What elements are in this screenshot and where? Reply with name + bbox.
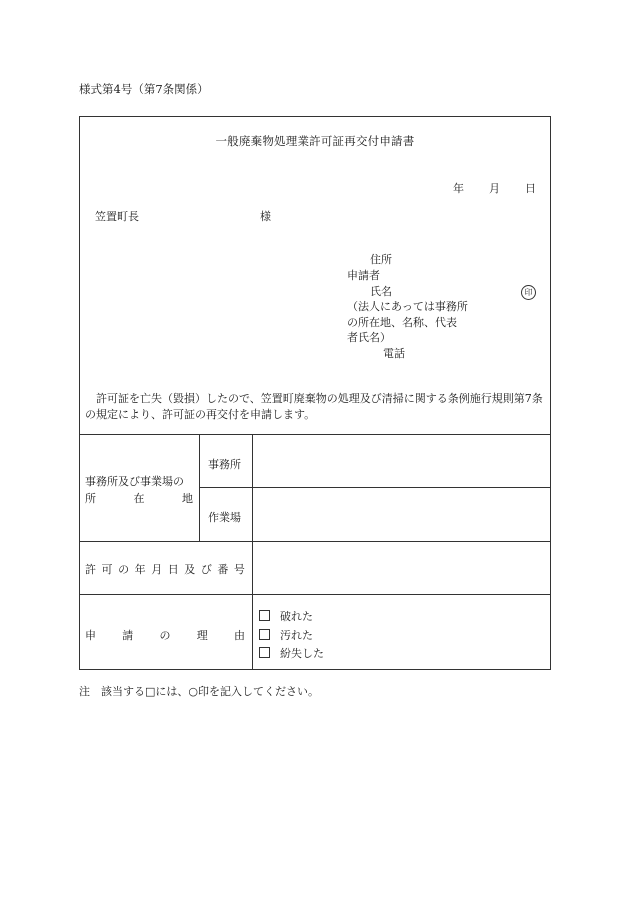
reason-char: の [159, 629, 171, 642]
phone-label: 電話 [383, 347, 405, 360]
reason-option-label: 紛失した [280, 647, 324, 660]
checkbox-soiled[interactable] [259, 629, 270, 640]
corporate-note-line1: （法人にあっては事務所 [347, 300, 468, 313]
date-day-label: 日 [525, 182, 536, 195]
permit-char: 及 [184, 563, 196, 576]
reason-char: 申 [85, 629, 96, 642]
permit-char: び [200, 563, 212, 576]
location-label-line1: 事務所及び事業場の [85, 475, 184, 488]
worksite-location-field[interactable] [253, 488, 550, 540]
address-label: 住所 [370, 253, 392, 266]
footnote: 注 該当する□には、○印を記入してください。 [79, 685, 319, 698]
date-month-label: 月 [489, 182, 500, 195]
permit-reason-divider [79, 594, 551, 595]
permit-char: 可 [101, 563, 113, 576]
applicant-label: 申請者 [347, 269, 380, 282]
addressee-honorific: 様 [260, 210, 271, 223]
permit-char: 番 [217, 563, 229, 576]
checkbox-torn[interactable] [259, 610, 270, 621]
corporate-note-line3: 者氏名） [347, 331, 391, 344]
form-number: 様式第4号（第7条関係） [79, 82, 209, 96]
office-location-field[interactable] [253, 435, 550, 486]
permit-date-number-label [85, 561, 245, 577]
name-label: 氏名 [370, 285, 392, 298]
permit-char: 許 [85, 563, 96, 576]
corporate-note-line2: の所在地、名称、代表 [347, 316, 457, 329]
reason-label [85, 627, 245, 643]
reason-char: 理 [196, 629, 208, 642]
reason-option-lost[interactable] [259, 645, 324, 661]
location-char: 在 [133, 492, 145, 505]
permit-char: 日 [167, 563, 179, 576]
document-title: 一般廃棄物処理業許可証再交付申請書 [215, 134, 415, 148]
addressee-name: 笠置町長 [95, 210, 139, 223]
location-char: 所 [85, 492, 96, 505]
worksite-label: 作業場 [208, 511, 241, 524]
reason-char: 由 [234, 629, 245, 642]
date-year-label: 年 [453, 182, 464, 195]
location-char: 地 [182, 492, 193, 505]
office-label: 事務所 [208, 458, 241, 471]
reason-option-label: 汚れた [280, 629, 313, 642]
location-label-line2 [85, 490, 193, 506]
reason-option-soiled[interactable] [259, 627, 313, 643]
permit-char: の [118, 563, 130, 576]
checkbox-lost[interactable] [259, 647, 270, 658]
permit-char: 年 [134, 563, 146, 576]
permit-char: 号 [233, 563, 245, 576]
reason-char: 請 [122, 629, 134, 642]
reason-option-label: 破れた [280, 610, 313, 623]
location-subcolumn-divider [199, 434, 200, 541]
permit-char: 月 [151, 563, 163, 576]
application-statement: 許可証を亡失（毀損）したので、笠置町廃棄物の処理及び清掃に関する条例施行規則第7条の規定により、許可証の再交付を申請します。 [85, 392, 543, 421]
permit-date-number-field[interactable] [253, 542, 550, 593]
reason-option-torn[interactable] [259, 608, 313, 624]
seal-mark: 印 [521, 285, 536, 300]
